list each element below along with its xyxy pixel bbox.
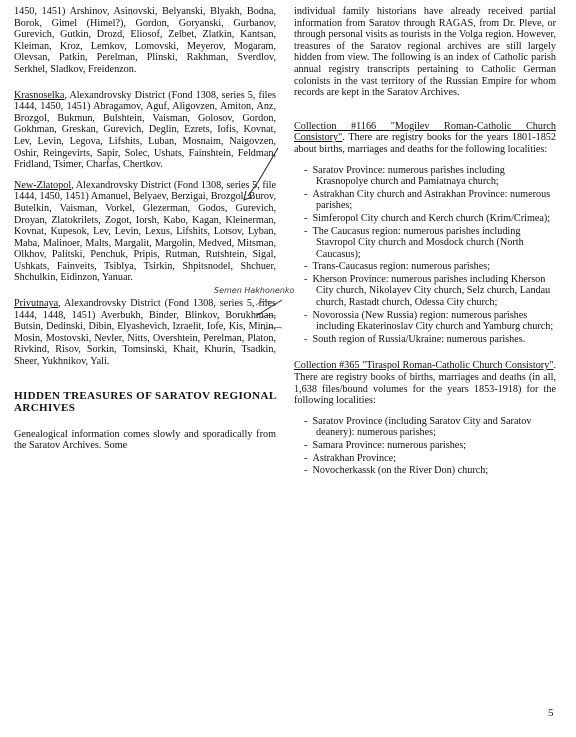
list-item: - Novocherkassk (on the River Don) church; bbox=[304, 465, 489, 477]
list-item: - Saratov Province (including Saratov City and Saratov deanery): numerous parishes; bbox=[304, 415, 532, 439]
hidden-treasures-paragraph: Genealogical information comes slowly and sporadically from the Saratov Archives. Some bbox=[14, 428, 276, 452]
handwritten-note: Semen Hakhonenko bbox=[214, 286, 295, 295]
collection-365-text: . There are registry books of births, marriages and deaths (in all, 1,638 files/bound volumes for the years 1853-1918) for the following localities: bbox=[294, 360, 556, 407]
list-item: - Novorossia (New Russia) region: numerous parishes including Ekaterinoslav City church and Yamburg church; bbox=[304, 309, 554, 333]
left-column bbox=[14, 6, 276, 452]
collection-1166-text: . There are registry books for the years 1801-1852 about births, marriages and deaths for the following localities: bbox=[294, 132, 556, 155]
list-item: - Trans-Caucasus region: numerous parishes; bbox=[304, 261, 491, 273]
list-item: - Saratov Province: numerous parishes including Krasnopolye church and Pamiatnaya church; bbox=[304, 164, 505, 188]
collection-365-localities bbox=[294, 416, 556, 477]
krasnoselka-text: , Alexandrovsky District (Fond 1308, series 5, files 1444, 1450, 1451) Abragamov, Aguf, Aligovzen, Amiton, Anz, Brozgol, Bukmun, Bulshtein, Vaisman, Golosov, Gordon, Gokhman, Greskan, Gurevich, Deglin, Ezrets, Iofis, Kovnat, Lev, Levin, Legova, Lifshits, Luban, Mosnaim, Naigovzen, Oshir, Reingevirts, Sapir, Solec, Ushats, Fainshtein, Feldman, Fridland, Tsimer, Charfas, Chertkov. bbox=[14, 89, 276, 171]
list-item: - Astrakhan Province; bbox=[304, 452, 396, 464]
new-zlatopol-heading: New-Zlatopol bbox=[14, 179, 72, 191]
new-zlatopol-text: , Alexandrovsky District (Fond 1308, series 5, file 1444, 1450, 1451) Amanuel, Belyaev, Berzigai, Brozgol, Burov, Butelkin, Vaisman, Vorkel, Glezerman, Godos, Gurevich, Droyan, Zlatokrilets, Zogot, Iorsh, Kabo, Kagan, Kleinerman, Kovnat, Kupesok, Lev, Levin, Lexus, Lifshits, Lotsov, Lyban, Maba, Malinoer, Malts, Margalit, Margolin, Medved, Mitsman, Olkhov, Palitski, Penchuk, Pripis, Rutman, Rutshtein, Sigal, Ushkats, Fainveits, Tsiblya, Tsirkin, Shpitsnodel, Shchuer, Shchulkin, Eidinzon, Yanuar. bbox=[14, 179, 276, 284]
archives-intro-paragraph: individual family historians have already received partial information from Saratov through RAGAS, from Dr. Pleve, or through personal visits as tourists in the Volga region. However, treasures of the Saratov regional archives are still largely hidden from view. The following is an index of Catholic parish annual registry transcripts pertaining to Catholic German colonists in the vast territory of the Russian Empire for whom records are kept in the Saratov Archives. bbox=[294, 6, 556, 99]
new-zlatopol-entry bbox=[14, 180, 276, 284]
list-item: - Astrakhan City church and Astrakhan Province: numerous parishes; bbox=[304, 188, 551, 212]
surname-list-continued: 1450, 1451) Arshinov, Asinovski, Belyanski, Blyakh, Bodna, Borok, Gimel (Himel?), Gordon, Goryanski, Gurbanov, Gurevich, Gutkin, Drozd, Eliosof, Zelbet, Zlatkin, Kantsan, Kleiman, Kroz, Lemkov, Lomovski, Meyerov, Mogaram, Olevsan, Patkin, Perelman, Plinski, Rakhman, Sverdlov, Serkhel, Sladkov, Freidenzon. bbox=[14, 6, 276, 75]
list-item: - Simferopol City church and Kerch church (Krim/Crimea); bbox=[304, 212, 551, 224]
privutnaya-heading: Privutnaya bbox=[14, 298, 59, 310]
right-column bbox=[294, 6, 556, 478]
collection-1166-paragraph bbox=[294, 121, 556, 156]
collection-365-paragraph bbox=[294, 360, 556, 406]
list-item: - Kherson Province: numerous parishes including Kherson City church, Nikolayev City church, Selz church, Landau church, Rastadt church, Odessa City church; bbox=[304, 273, 551, 309]
list-item: - The Caucasus region: numerous parishes including Stavropol City church and Mosdock church (North Caucasus); bbox=[304, 225, 524, 260]
collection-1166-localities bbox=[294, 165, 556, 346]
list-item: - Samara Province: numerous parishes; bbox=[304, 440, 467, 451]
page-number: 5 bbox=[548, 707, 554, 719]
list-item: - South region of Russia/Ukraine: numerous parishes. bbox=[304, 333, 526, 345]
collection-365-title: Collection #365 "Tiraspol Roman-Catholic Church Consistory" bbox=[294, 360, 554, 372]
collection-1166-title: Collection #1166 "Mogilev Roman-Catholic Church Consistory" bbox=[294, 120, 556, 144]
krasnoselka-entry bbox=[14, 90, 276, 171]
privutnaya-entry bbox=[14, 298, 276, 368]
section-heading: HIDDEN TREASURES OF SARATOV REGIONAL ARCHIVES bbox=[14, 389, 276, 415]
privutnaya-text: , Alexandrovsky District (Fond 1308, series 5, files 1444, 1448, 1451) Averbukh, Binder, Blinkov, Borukhman, Butsin, Dedinski, Dibin, Elyashevich, Izraelit, Iofe, Kis, Minin, Mosin, Mostovski, Nevler, Nitts, Overshtein, Perelman, Platon, Rivkind, Risov, Sorkin, Tomsinski, Khait, Khurin, Tsadkin, Sheer, Yukhnikov, Yali. bbox=[14, 298, 276, 368]
krasnoselka-heading: Krasnoselka bbox=[14, 89, 65, 101]
